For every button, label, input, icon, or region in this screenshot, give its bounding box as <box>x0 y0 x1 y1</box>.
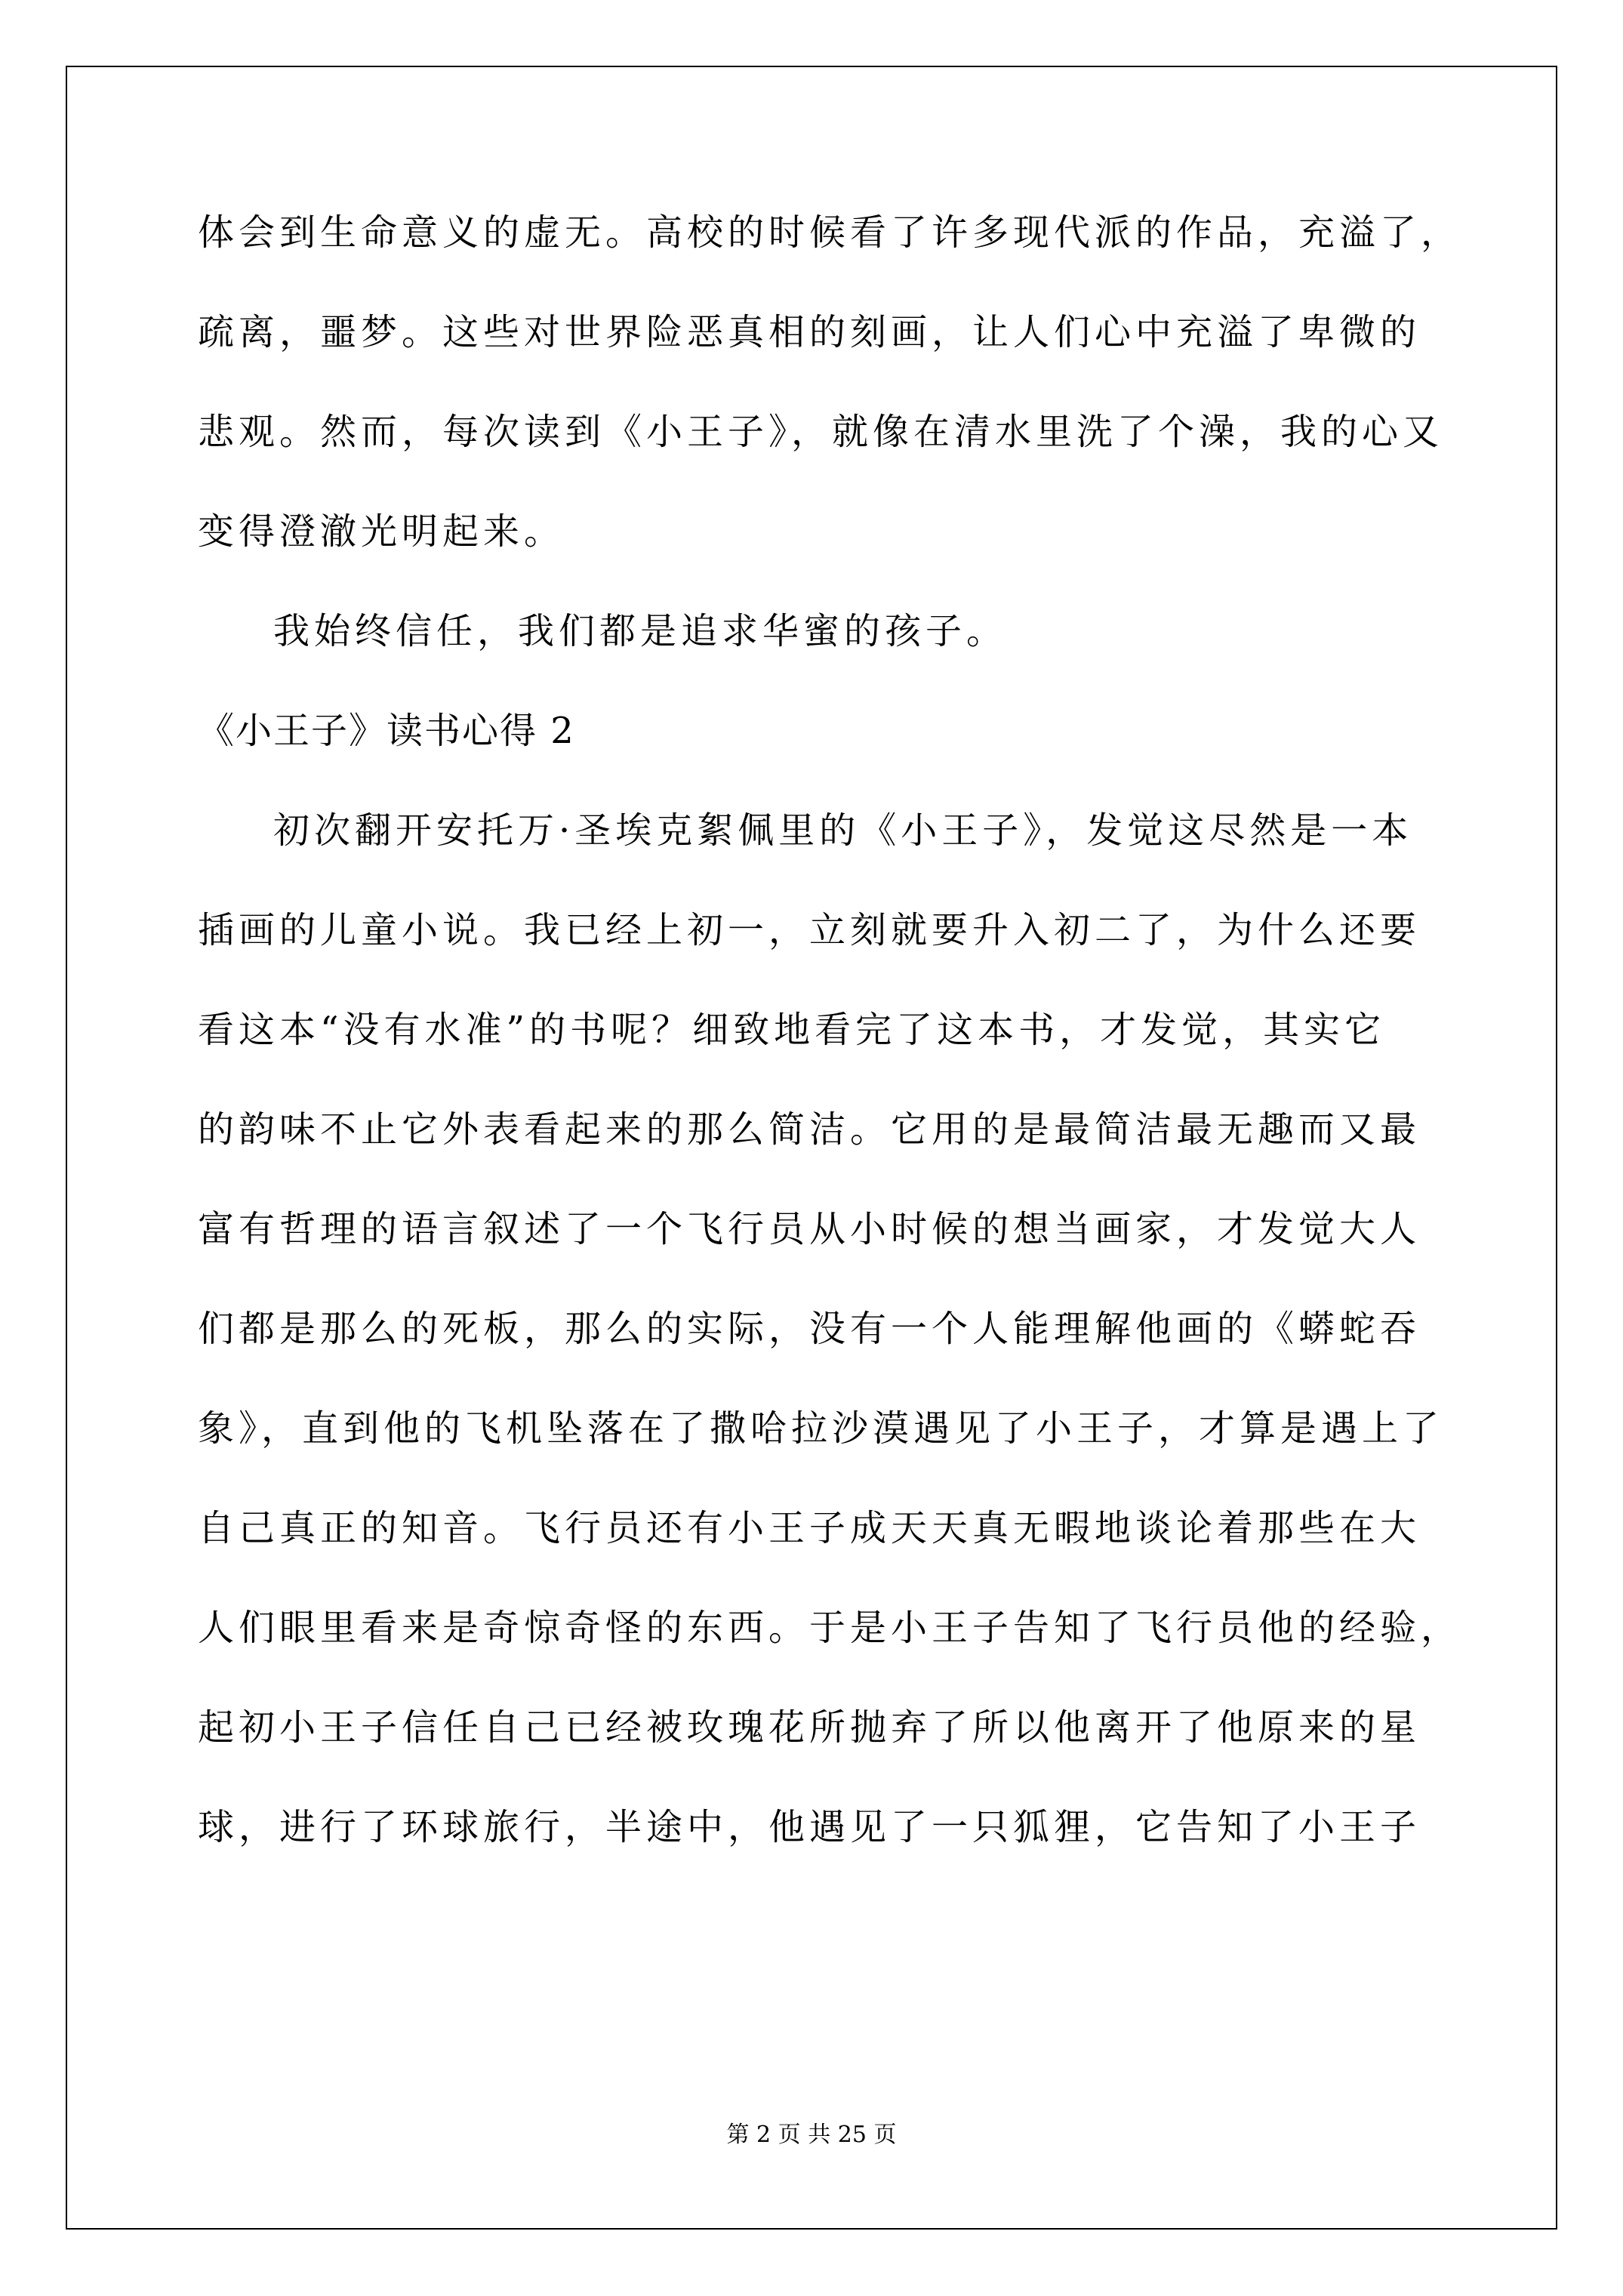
body-line: 球，进行了环球旅行，半途中，他遇见了一只狐狸，它告知了小王子 <box>198 1806 1421 1848</box>
body-line: 插画的儿童小说。我已经上初一，立刻就要升入初二了，为什么还要 <box>198 909 1421 951</box>
body-line: 变得澄澈光明起来。 <box>198 510 565 553</box>
body-line: 疏离，噩梦。这些对世界险恶真相的刻画，让人们心中充溢了卑微的 <box>198 311 1421 353</box>
body-line: 的韵味不止它外表看起来的那么简洁。它用的是最简洁最无趣而又最 <box>198 1108 1421 1151</box>
section-heading: 《小王子》读书心得 2 <box>198 710 575 752</box>
body-line: 象》，直到他的飞机坠落在了撒哈拉沙漠遇见了小王子，才算是遇上了 <box>198 1407 1444 1450</box>
body-line: 们都是那么的死板，那么的实际，没有一个人能理解他画的《蟒蛇吞 <box>198 1308 1421 1350</box>
body-line: 人们眼里看来是奇惊奇怪的东西。于是小王子告知了飞行员他的经验， <box>198 1607 1462 1649</box>
body-line: 起初小王子信任自己已经被玫瑰花所抛弃了所以他离开了他原来的星 <box>198 1706 1421 1749</box>
page-number: 第 2 页 共 25 页 <box>726 2122 897 2148</box>
body-line: 初次翻开安托万·圣埃克絮佩里的《小王子》，发觉这尽然是一本 <box>273 809 1413 852</box>
body-line: 悲观。然而，每次读到《小王子》，就像在清水里洗了个澡，我的心又 <box>198 411 1444 453</box>
body-line: 自己真正的知音。飞行员还有小王子成天天真无暇地谈论着那些在大 <box>198 1507 1421 1549</box>
body-line: 富有哲理的语言叙述了一个飞行员从小时候的想当画家，才发觉大人 <box>198 1208 1421 1250</box>
body-line: 我始终信任，我们都是追求华蜜的孩子。 <box>273 610 1008 652</box>
body-line: 看这本“没有水准”的书呢？细致地看完了这本书，才发觉，其实它 <box>198 1009 1386 1051</box>
body-line: 体会到生命意义的虚无。高校的时候看了许多现代派的作品，充溢了， <box>198 211 1462 254</box>
